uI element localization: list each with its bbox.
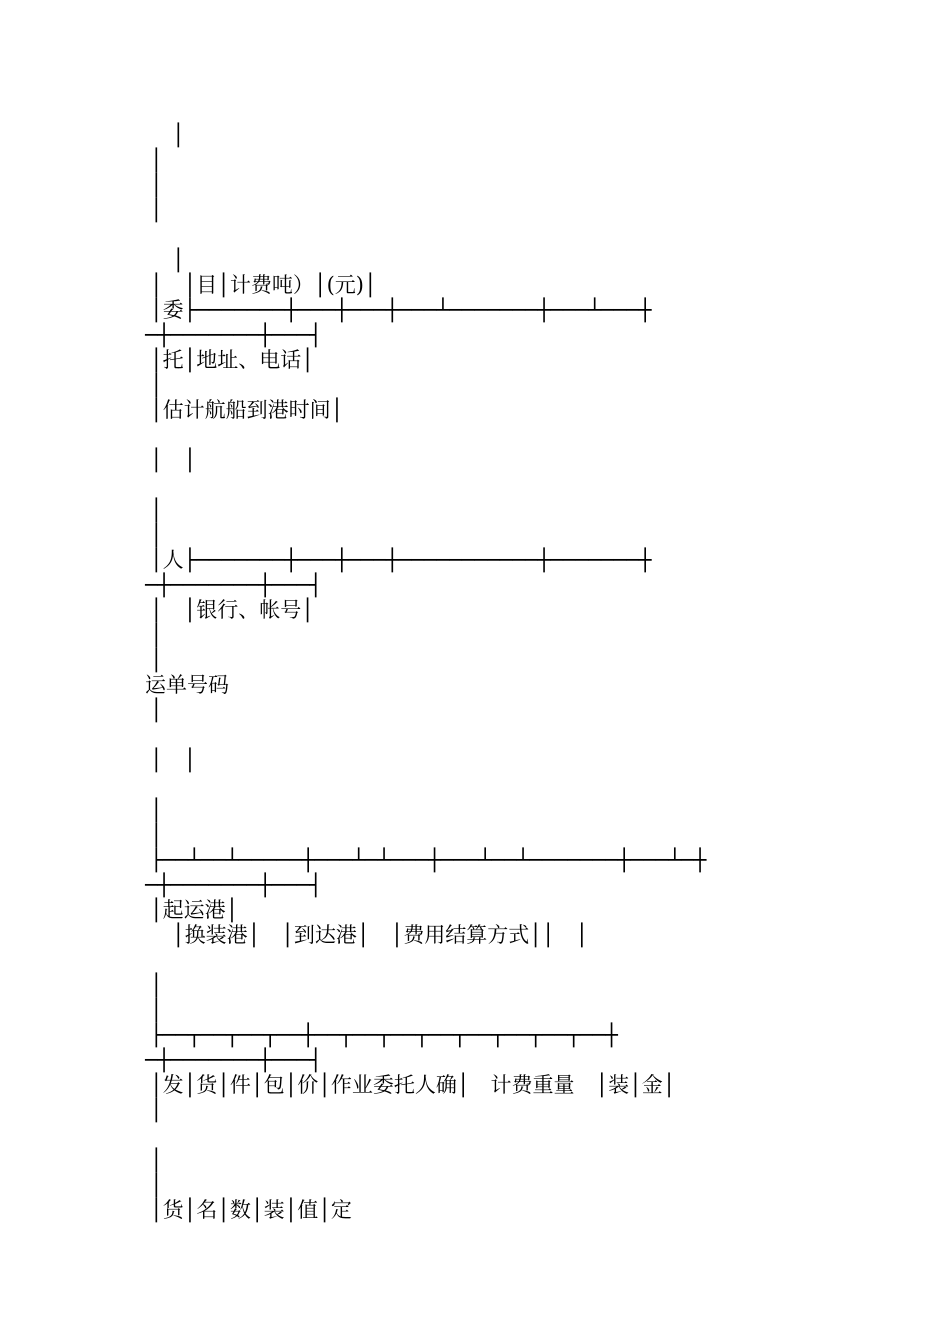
text-line: │换装港│ │到达港│ │费用结算方式││ │	[172, 923, 589, 947]
text-line: │	[150, 973, 163, 997]
text-line: │	[150, 798, 163, 822]
text-line: │	[172, 248, 185, 272]
text-line: │ │目│计费吨）│(元)│	[150, 273, 377, 297]
text-line: │人├───────┼───┼───┼───────────┼───────┼	[150, 548, 652, 572]
text-line: ─┼───────┼───┤	[145, 573, 323, 597]
text-line: ─┼───────┼───┤	[145, 873, 323, 897]
text-line: │	[150, 648, 163, 672]
text-line: │	[150, 823, 163, 847]
text-line: │	[150, 148, 163, 172]
text-line: │货│名│数│装│值│定	[150, 1198, 352, 1222]
text-line: │发│货│件│包│价│作业委托人确│ 计费重量 │装│金│	[150, 1073, 676, 1097]
text-line: │委├───────┼───┼───┼───┴───────┼───┴───┼	[150, 298, 652, 322]
text-line: │	[150, 173, 163, 197]
text-line: │	[150, 1098, 163, 1122]
text-line: │	[150, 623, 163, 647]
text-line: ─┼───────┼───┤	[145, 1048, 323, 1072]
text-line: ├──┴──┴─────┼───┴─┴───┼───┴──┴───────┼───┴─┼	[150, 848, 707, 872]
text-line: 运单号码	[145, 673, 229, 697]
text-line: │估计航船到港时间│	[150, 398, 344, 422]
text-line: │	[150, 998, 163, 1022]
text-line: │	[150, 498, 163, 522]
text-line: │	[172, 123, 185, 147]
text-line: │托│地址、电话│	[150, 348, 314, 372]
text-line: │ │银行、帐号│	[150, 598, 314, 622]
text-line: │ │	[150, 748, 197, 772]
text-line: │	[150, 523, 163, 547]
text-line: │起运港│	[150, 898, 239, 922]
text-line: │	[150, 373, 163, 397]
text-line: │	[150, 1148, 163, 1172]
text-line: │	[150, 1173, 163, 1197]
text-line: │	[150, 698, 163, 722]
text-line: ├──┬──┬──┬──┼──┬──┬──┬──┬──┬──┬──┬──┼	[150, 1023, 618, 1047]
text-line: ─┼───────┼───┤	[145, 323, 323, 347]
text-line: │ │	[150, 448, 197, 472]
text-line: │	[150, 198, 163, 222]
